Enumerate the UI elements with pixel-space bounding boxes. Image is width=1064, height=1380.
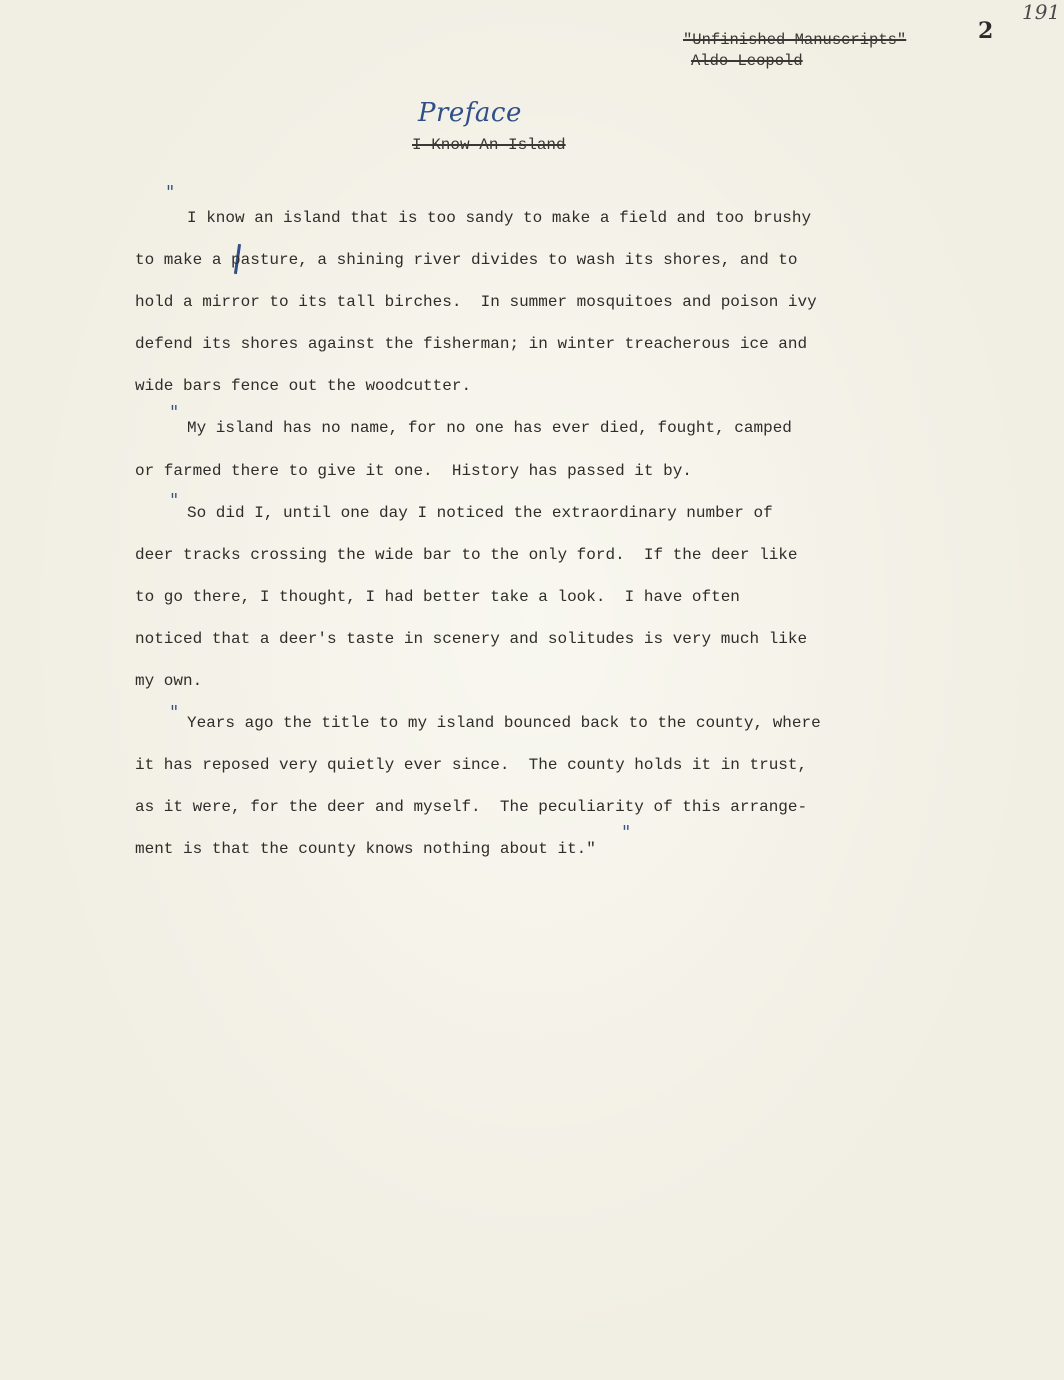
text-line: ment is that the county knows nothing about it."	[135, 840, 596, 859]
text-line: I know an island that is too sandy to make a field and too brushy	[187, 209, 812, 227]
text-line: Years ago the title to my island bounced back to the county, where	[187, 714, 821, 733]
text-line: it has reposed very quietly ever since. The county holds it in trust,	[135, 756, 808, 775]
struck-title: I Know An Island	[412, 136, 566, 154]
text-line: to go there, I thought, I had better take a look. I have often	[135, 587, 740, 606]
handwritten-title: Preface	[418, 98, 522, 128]
body-text	[135, 197, 895, 871]
quote-mark: "	[170, 702, 179, 723]
header-block	[683, 30, 906, 72]
quote-mark: "	[170, 402, 179, 423]
text-line: or farmed there to give it one. History has passed it by.	[135, 461, 692, 480]
text-line: my own.	[135, 672, 203, 691]
quote-mark: "	[166, 182, 175, 203]
text-line: to make a pasture, a shining river divides to wash its shores, and to	[135, 251, 798, 270]
collection-line: "Unfinished Manuscripts"	[683, 31, 907, 49]
text-line: wide bars fence out the woodcutter.	[135, 377, 472, 396]
text-line: My island has no name, for no one has ever died, fought, camped	[187, 419, 792, 438]
text-line: deer tracks crossing the wide bar to the only ford. If the deer like	[135, 545, 798, 564]
text-line: hold a mirror to its tall birches. In summer mosquitoes and poison ivy	[135, 293, 817, 312]
quote-mark: "	[622, 822, 631, 843]
folio-number: 191	[1022, 0, 1061, 24]
text-line: as it were, for the deer and myself. The peculiarity of this arrange-	[135, 798, 808, 817]
text-line: noticed that a deer's taste in scenery and solitudes is very much like	[135, 629, 808, 648]
quote-mark: "	[170, 490, 179, 511]
text-line: defend its shores against the fisherman; in winter treacherous ice and	[135, 335, 808, 354]
text-line: So did I, until one day I noticed the extraordinary number of	[187, 503, 773, 522]
page-number: 2	[978, 18, 994, 44]
author-line: Aldo Leopold	[691, 52, 803, 70]
